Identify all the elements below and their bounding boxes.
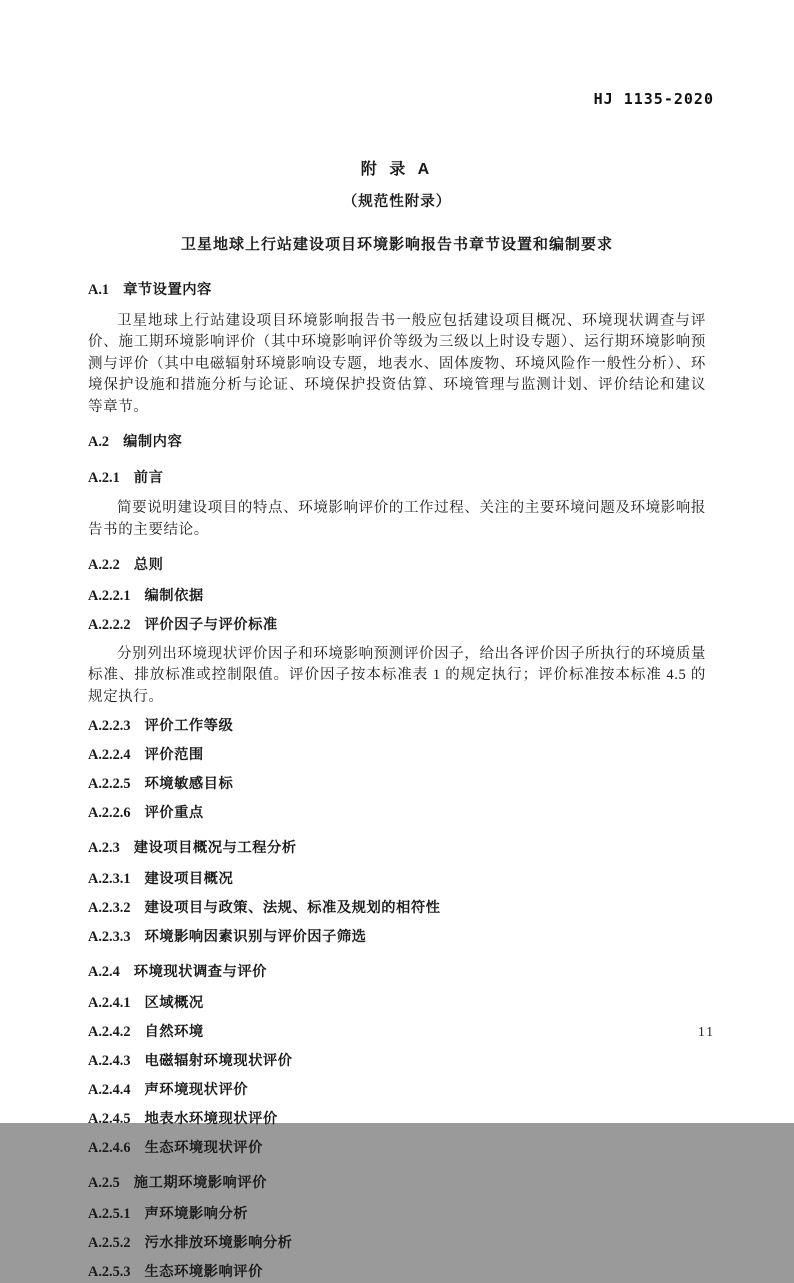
clause-number: A.2.2.6 [88, 805, 131, 821]
clause-title: 编制内容 [123, 434, 182, 450]
section-heading [88, 774, 706, 796]
appendix-title: 附 录 A [88, 156, 706, 179]
section-heading [88, 1204, 706, 1226]
clause-number: A.2.2.2 [88, 617, 131, 633]
section-heading [88, 869, 706, 891]
section-heading [88, 1022, 706, 1044]
clause-number: A.2.4 [88, 964, 120, 980]
clause-number: A.2.4.2 [88, 1024, 131, 1040]
clause-number: A.2.4.3 [88, 1053, 131, 1069]
clause-number: A.2.3.2 [88, 900, 131, 916]
clause-title: 环境敏感目标 [145, 776, 234, 792]
appendix-subtitle: （规范性附录） [88, 190, 706, 211]
clause-title: 建设项目与政策、法规、标准及规划的相符性 [145, 900, 441, 916]
clause-title: 章节设置内容 [123, 282, 212, 298]
section-heading [88, 838, 706, 860]
section-heading [88, 1109, 706, 1131]
clause-title: 编制依据 [145, 588, 204, 604]
clause-number: A.2.5 [88, 1175, 120, 1191]
clause-title: 生态环境现状评价 [145, 1140, 263, 1156]
document-body [88, 280, 706, 1283]
clause-title: 评价范围 [145, 747, 204, 763]
section-heading [88, 1173, 706, 1195]
clause-title: 环境影响因素识别与评价因子筛选 [145, 929, 367, 945]
clause-title: 污水排放环境影响分析 [145, 1235, 293, 1251]
clause-title: 生态环境影响评价 [145, 1264, 263, 1280]
section-heading [88, 898, 706, 920]
clause-number: A.2 [88, 434, 109, 450]
clause-title: 声环境现状评价 [145, 1082, 249, 1098]
paragraph: 卫星地球上行站建设项目环境影响报告书一般应包括建设项目概况、环境现状调查与评价、施工期环境影响评价（其中环境影响评价等级为三级以上时设专题）、运行期环境影响预测与评价（其中电磁辐射环境影响设专题，地表水、固体废物、环境风险作一般性分析）、环境保护设施和措施分析与论证、环境保护投资估算、环境管理与监测计划、评价结论和建议等章节。 [88, 311, 706, 419]
standard-code-header: HJ 1135-2020 [0, 0, 794, 108]
clause-number: A.2.4.5 [88, 1111, 131, 1127]
section-heading [88, 468, 706, 490]
section-heading [88, 555, 706, 577]
section-heading [88, 927, 706, 949]
clause-title: 评价工作等级 [145, 718, 234, 734]
clause-title: 评价因子与评价标准 [145, 617, 278, 633]
clause-title: 建设项目概况 [145, 871, 234, 887]
clause-number: A.2.2.4 [88, 747, 131, 763]
clause-title: 环境现状调查与评价 [134, 964, 267, 980]
clause-title: 声环境影响分析 [145, 1206, 249, 1222]
clause-number: A.2.2.3 [88, 718, 131, 734]
clause-number: A.2.3.3 [88, 929, 131, 945]
section-heading [88, 1051, 706, 1073]
section-heading [88, 615, 706, 637]
clause-number: A.2.5.3 [88, 1264, 131, 1280]
section-heading [88, 745, 706, 767]
section-heading [88, 716, 706, 738]
doc-title: 卫星地球上行站建设项目环境影响报告书章节设置和编制要求 [88, 233, 706, 254]
clause-number: A.2.1 [88, 470, 120, 486]
clause-title: 自然环境 [145, 1024, 204, 1040]
paragraph: 分别列出环境现状评价因子和环境影响预测评价因子，给出各评价因子所执行的环境质量标准、排放标准或控制限值。评价因子按本标准表 1 的规定执行；评价标准按本标准 4.5 的规定执行。 [88, 644, 706, 709]
clause-title: 评价重点 [145, 805, 204, 821]
section-heading [88, 962, 706, 984]
clause-title: 前言 [134, 470, 164, 486]
section-heading [88, 1080, 706, 1102]
section-heading [88, 586, 706, 608]
clause-title: 施工期环境影响评价 [134, 1175, 267, 1191]
clause-number: A.2.2.5 [88, 776, 131, 792]
clause-number: A.2.2 [88, 557, 120, 573]
clause-number: A.2.4.4 [88, 1082, 131, 1098]
page-content [88, 156, 706, 1283]
clause-number: A.2.5.2 [88, 1235, 131, 1251]
clause-number: A.2.4.6 [88, 1140, 131, 1156]
paragraph: 简要说明建设项目的特点、环境影响评价的工作过程、关注的主要环境问题及环境影响报告书的主要结论。 [88, 498, 706, 541]
clause-number: A.2.3.1 [88, 871, 131, 887]
clause-number: A.2.4.1 [88, 995, 131, 1011]
section-heading [88, 1233, 706, 1255]
clause-title: 电磁辐射环境现状评价 [145, 1053, 293, 1069]
page-number: 11 [698, 1024, 715, 1040]
section-heading [88, 432, 706, 454]
section-heading [88, 803, 706, 825]
clause-title: 总则 [134, 557, 164, 573]
section-heading [88, 1138, 706, 1160]
clause-number: A.2.3 [88, 840, 120, 856]
section-heading [88, 993, 706, 1015]
clause-title: 建设项目概况与工程分析 [134, 840, 297, 856]
clause-title: 区域概况 [145, 995, 204, 1011]
clause-title: 地表水环境现状评价 [145, 1111, 278, 1127]
clause-number: A.2.5.1 [88, 1206, 131, 1222]
section-heading [88, 280, 706, 302]
clause-number: A.2.2.1 [88, 588, 131, 604]
section-heading [88, 1262, 706, 1283]
clause-number: A.1 [88, 282, 109, 298]
